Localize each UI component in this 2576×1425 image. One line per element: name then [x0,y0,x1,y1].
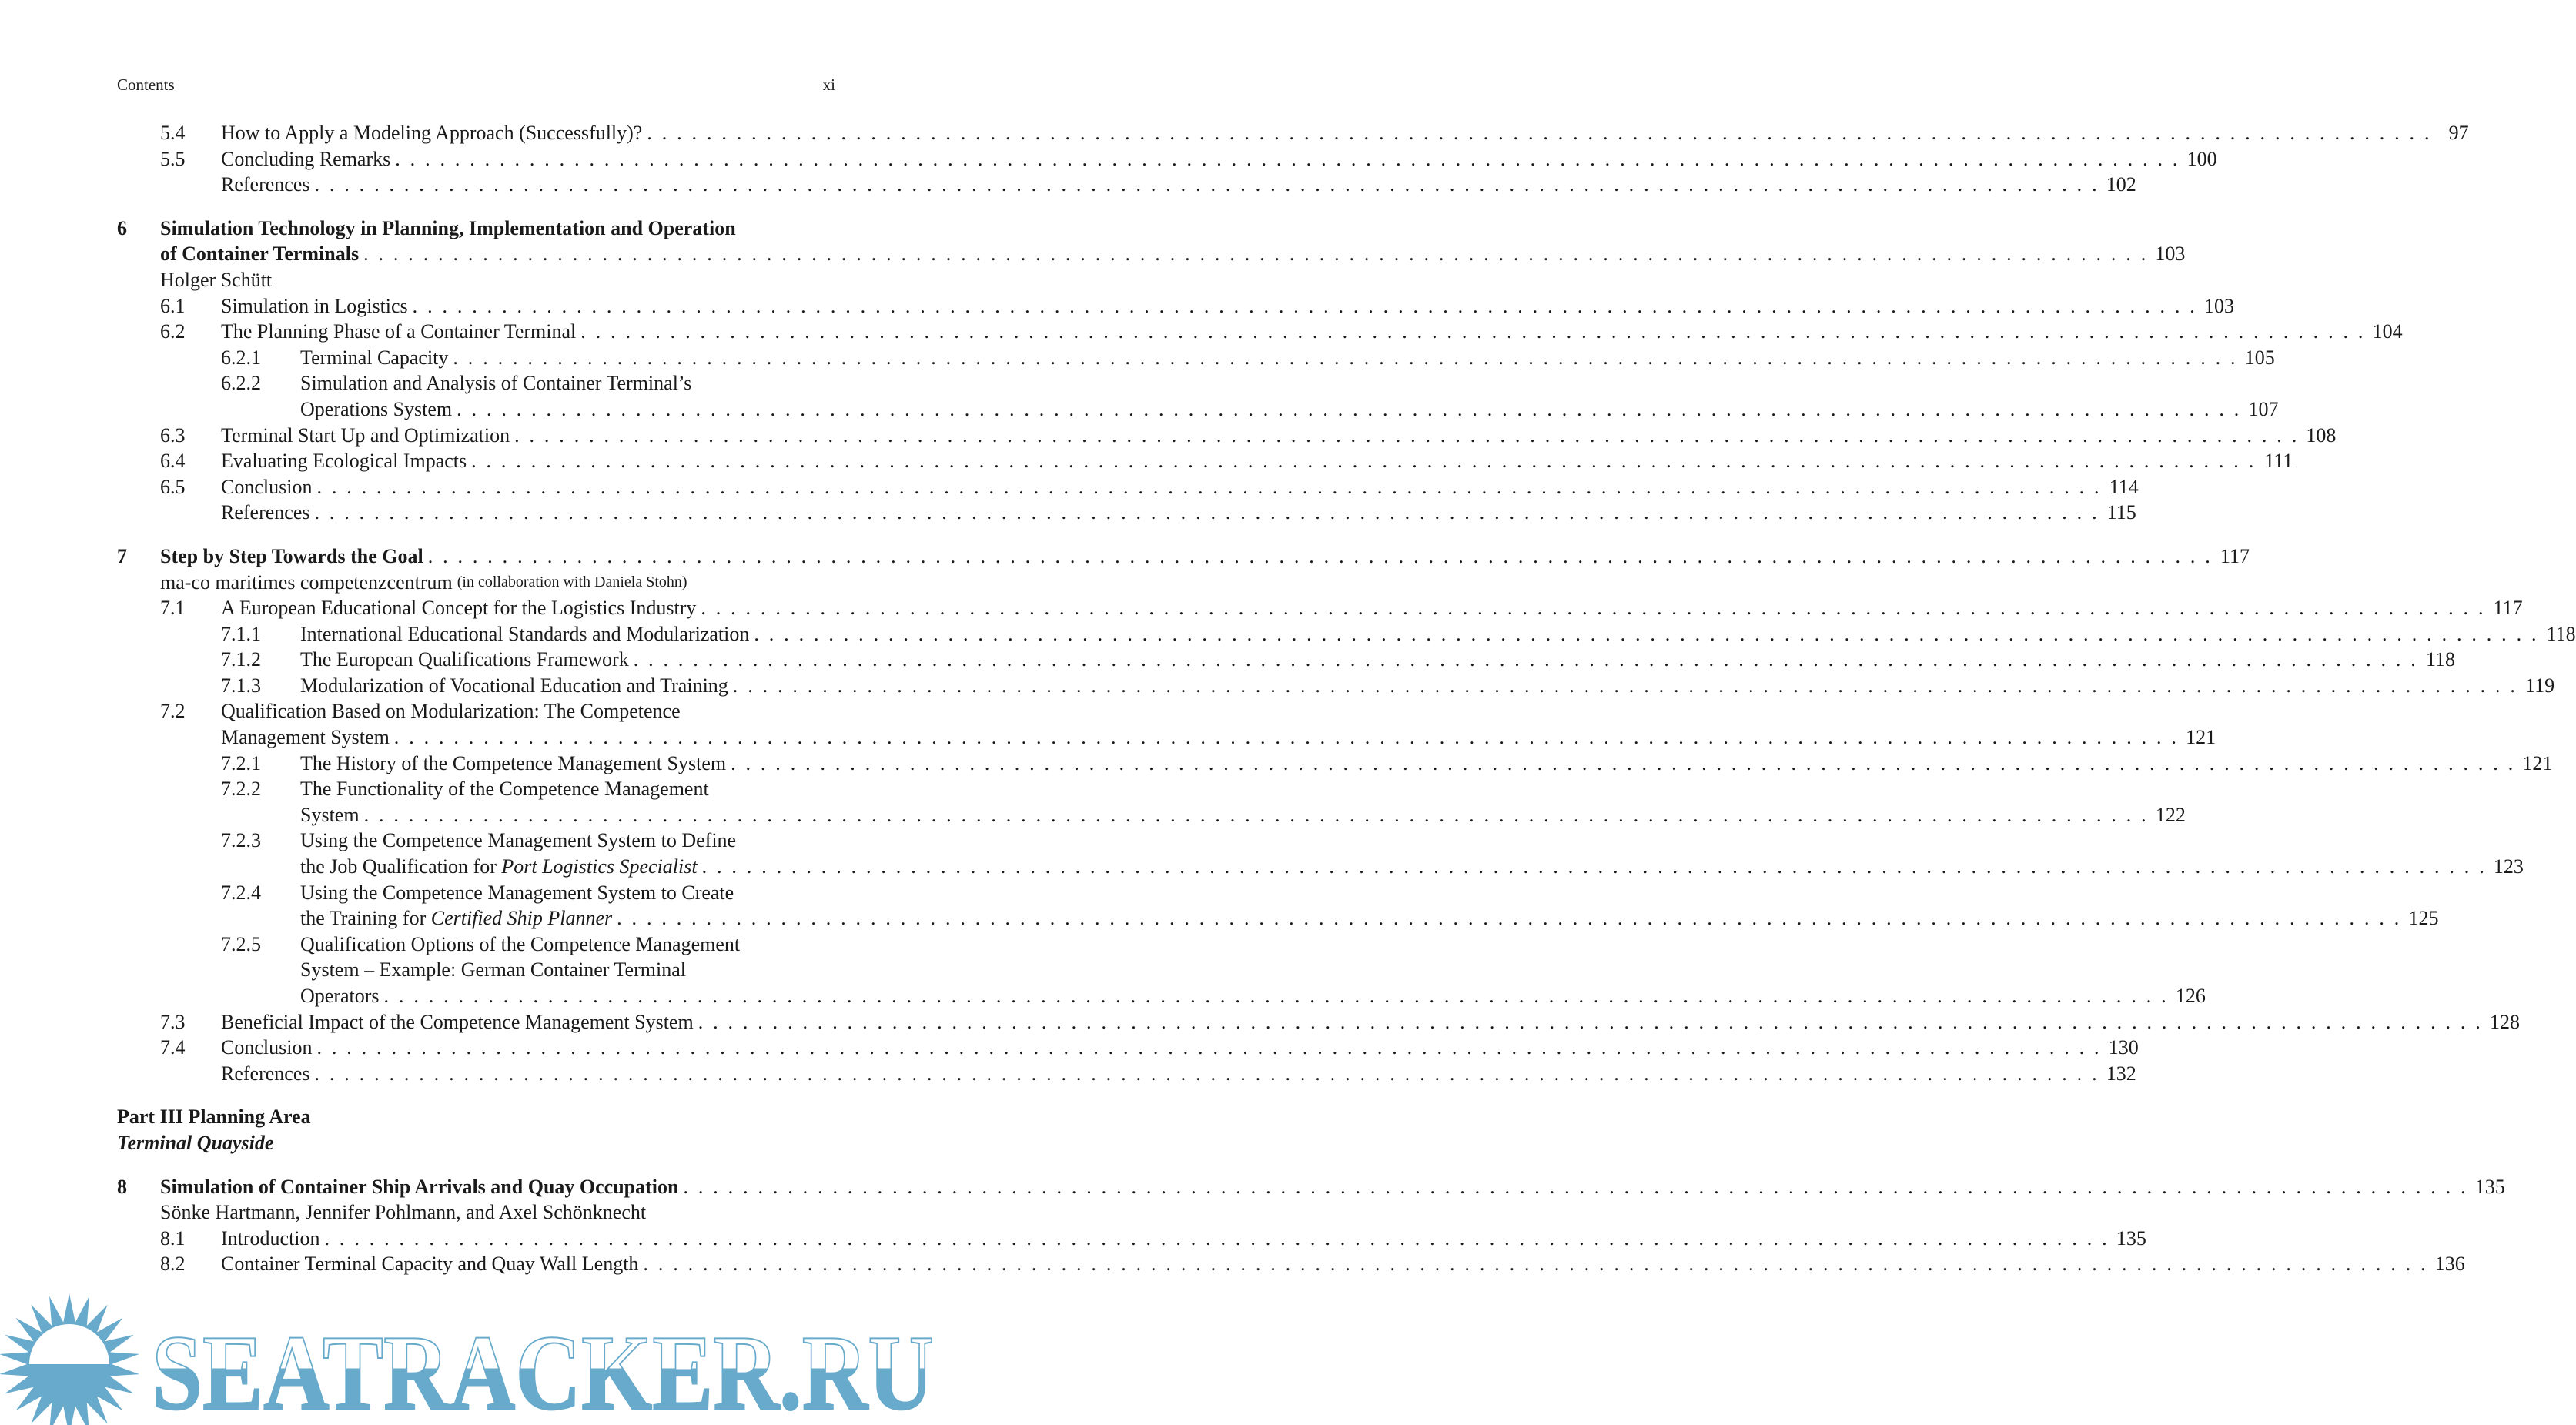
entry-title [300,905,2439,932]
entry-title [300,647,2456,673]
entry-title-text: Simulation and Analysis of Container Terminal’s [300,372,692,395]
entry-title [300,802,2186,828]
dot-leader: . . . . . . . . . . . . . . . . . . . . . . . . . . . . . . . . . . . . . . . . . . . . . . . . . . . . . . . . . . . . . . . . . . . . . . . . . . . . . . . . . . . . . . . . . . . . . . . . . . . . . . . . . . . . . . . . . . . . . . . . [316,1036,2102,1059]
entry-title-text: Container Terminal Capacity and Quay Wall Length [221,1253,639,1276]
section-number: 7 [117,544,127,567]
entry-title-text: The Planning Phase of a Container Terminal [221,320,577,343]
dot-leader: . . . . . . . . . . . . . . . . . . . . . . . . . . . . . . . . . . . . . . . . . . . . . . . . . . . . . . . . . . . . . . . . . . . . . . . . . . . . . . . . . . . . . . . . . . . . . . . . . . . . . . . . . . . . . . . . . . . . . . . . [427,544,2213,567]
dot-leader: . . . . . . . . . . . . . . . . . . . . . . . . . . . . . . . . . . . . . . . . . . . . . . . . . . . . . . . . . . . . . . . . . . . . . . . . . . . . . . . . . . . . . . . . . . . . . . . . . . . . . . . . . . . . . . . . . . . . . . . . [395,147,2180,170]
entry-title-text: Terminal Start Up and Optimization [221,423,510,447]
section-number: 7.2.4 [221,881,261,904]
entry-title [160,1199,835,1226]
page-ref: 126 [2175,985,2206,1007]
section-number: 7.2 [160,700,186,723]
entry-title [221,724,2216,751]
dot-leader: . . . . . . . . . . . . . . . . . . . . . . . . . . . . . . . . . . . . . . . . . . . . . . . . . . . . . . . . . . . . . . . . . . . . . . . . . . . . . . . . . . . . . . . . . . . . . . . . . . . . . . . . . . . . . . . . . . . . . . . . [701,855,2487,878]
toc-section [117,1174,2505,1277]
page-ref: 132 [2106,1062,2136,1085]
entry-title [221,172,2136,198]
toc-entry[interactable] [117,1009,2520,1035]
entry-title-text: Terminal Capacity [300,346,449,369]
entry-title-text: Management System [221,726,390,749]
toc-entry[interactable] [117,621,2576,647]
entry-title [300,776,835,802]
entry-title-text: the Training for Certified Ship Planner [300,907,613,930]
entry-title-text: International Educational Standards and Modularization [300,622,750,645]
emphasis: Certified Ship Planner [430,907,613,930]
section-number: 7.3 [160,1010,186,1033]
table-of-contents [117,120,2576,1277]
toc-entry[interactable] [117,932,835,958]
entry-title-text: The European Qualifications Framework [300,648,629,671]
page-ref: 135 [2116,1226,2146,1249]
part-heading [117,1104,835,1130]
dot-leader: . . . . . . . . . . . . . . . . . . . . . . . . . . . . . . . . . . . . . . . . . . . . . . . . . . . . . . . . . . . . . . . . . . . . . . . . . . . . . . . . . . . . . . . . . . . . . . . . . . . . . . . . . . . . . . . . . . . . . . . . [617,907,2402,930]
page-ref: 122 [2155,803,2186,826]
page-ref: 115 [2106,501,2136,524]
page-ref: 119 [2525,674,2555,697]
toc-entry[interactable] [117,957,835,983]
dot-leader: . . . . . . . . . . . . . . . . . . . . . . . . . . . . . . . . . . . . . . . . . . . . . . . . . . . . . . . . . . . . . . . . . . . . . . . . . . . . . . . . . . . . . . . . . . . . . . . . . . . . . . . . . . . . . . . . . . . . . . . . [633,648,2419,671]
section-number: 6 [117,216,127,239]
chapter-authors [117,1199,835,1226]
entry-title-text: References [221,501,310,524]
entry-title-text: Introduction [221,1226,320,1249]
toc-entry[interactable] [117,146,2217,172]
dot-leader: . . . . . . . . . . . . . . . . . . . . . . . . . . . . . . . . . . . . . . . . . . . . . . . . . . . . . . . . . . . . . . . . . . . . . . . . . . . . . . . . . . . . . . . . . . . . . . . . . . . . . . . . . . . . . . . . . . . . . . . . [647,122,2432,144]
entry-title-text: Concluding Remarks [221,147,391,170]
page-ref: 118 [2425,648,2456,671]
page-ref: 107 [2248,397,2279,420]
page-ref: 97 [2448,122,2469,144]
section-number: 7.1 [160,597,186,620]
dot-leader: . . . . . . . . . . . . . . . . . . . . . . . . . . . . . . . . . . . . . . . . . . . . . . . . . . . . . . . . . . . . . . . . . . . . . . . . . . . . . . . . . . . . . . . . . . . . . . . . . . . . . . . . . . . . . . . . . . . . . . . . [471,450,2257,473]
entry-title [300,673,2555,699]
toc-entry[interactable] [117,1174,2505,1200]
entry-title [160,544,2250,570]
section-number: 5.4 [160,122,186,144]
page-ref: 100 [2186,147,2217,170]
dot-leader: . . . . . . . . . . . . . . . . . . . . . . . . . . . . . . . . . . . . . . . . . . . . . . . . . . . . . . . . . . . . . . . . . . . . . . . . . . . . . . . . . . . . . . . . . . . . . . . . . . . . . . . . . . . . . . . . . . . . . . . . [316,475,2102,498]
toc-entry[interactable] [117,396,2279,423]
section-number: 7.1.3 [221,674,261,697]
toc-section [117,120,2469,198]
section-number: 6.3 [160,423,186,447]
entry-title [221,1251,2465,1277]
dot-leader: . . . . . . . . . . . . . . . . . . . . . . . . . . . . . . . . . . . . . . . . . . . . . . . . . . . . . . . . . . . . . . . . . . . . . . . . . . . . . . . . . . . . . . . . . . . . . . . . . . . . . . . . . . . . . . . . . . . . . . . . [383,985,2169,1007]
entry-title [300,828,835,854]
entry-title [300,932,835,958]
section-number: 6.2.1 [221,346,261,369]
entry-title [160,267,835,293]
entry-title [221,423,2337,449]
chapter-authors [117,570,835,596]
toc-entry[interactable] [117,905,2439,932]
toc-entry[interactable] [117,880,835,906]
author-note: (in collaboration with Daniela Stohn) [457,573,687,590]
dot-leader: . . . . . . . . . . . . . . . . . . . . . . . . . . . . . . . . . . . . . . . . . . . . . . . . . . . . . . . . . . . . . . . . . . . . . . . . . . . . . . . . . . . . . . . . . . . . . . . . . . . . . . . . . . . . . . . . . . . . . . . . [683,1175,2468,1198]
toc-entry[interactable] [117,983,2206,1009]
dot-leader: . . . . . . . . . . . . . . . . . . . . . . . . . . . . . . . . . . . . . . . . . . . . . . . . . . . . . . . . . . . . . . . . . . . . . . . . . . . . . . . . . . . . . . . . . . . . . . . . . . . . . . . . . . . . . . . . . . . . . . . . [314,173,2099,196]
entry-title [160,241,2186,267]
dot-leader: . . . . . . . . . . . . . . . . . . . . . . . . . . . . . . . . . . . . . . . . . . . . . . . . . . . . . . . . . . . . . . . . . . . . . . . . . . . . . . . . . . . . . . . . . . . . . . . . . . . . . . . . . . . . . . . . . . . . . . . . [363,243,2149,266]
entry-title [300,751,2553,777]
dot-leader: . . . . . . . . . . . . . . . . . . . . . . . . . . . . . . . . . . . . . . . . . . . . . . . . . . . . . . . . . . . . . . . . . . . . . . . . . . . . . . . . . . . . . . . . . . . . . . . . . . . . . . . . . . . . . . . . . . . . . . . . [643,1253,2428,1276]
page-ref: 103 [2203,294,2234,317]
toc-entry[interactable] [117,1226,2146,1252]
section-number: 6.4 [160,450,186,473]
toc-entry[interactable] [117,474,2139,500]
page-ref: 128 [2490,1010,2520,1033]
section-number: 6.1 [160,294,186,317]
toc-entry[interactable] [117,673,2555,699]
entry-title-text: Step by Step Towards the Goal [160,544,423,567]
toc-entry[interactable] [117,802,2186,828]
page-ref: 104 [2372,320,2403,343]
toc-entry[interactable] [117,319,2403,345]
running-header-title: Contents [117,75,175,94]
toc-entry[interactable] [117,595,2523,621]
page-number: xi [822,75,835,94]
entry-title [221,474,2139,500]
toc-entry[interactable] [117,423,2337,449]
page-ref: 130 [2108,1036,2139,1059]
entry-title [160,570,835,596]
toc-entry[interactable] [117,241,2186,267]
dot-leader: . . . . . . . . . . . . . . . . . . . . . . . . . . . . . . . . . . . . . . . . . . . . . . . . . . . . . . . . . . . . . . . . . . . . . . . . . . . . . . . . . . . . . . . . . . . . . . . . . . . . . . . . . . . . . . . . . . . . . . . . [698,1010,2483,1033]
toc-section [117,1104,835,1156]
toc-entry[interactable] [117,370,835,396]
entry-title-text: ma-co maritimes competenzcentrum [160,570,453,594]
toc-section [117,216,2403,526]
section-number: 6.2 [160,320,186,343]
section-number: 8 [117,1175,127,1198]
toc-entry[interactable] [117,724,2216,751]
toc-entry[interactable] [117,345,2275,371]
toc-entry[interactable] [117,544,2250,570]
entry-title-text: Simulation in Logistics [221,294,408,317]
entry-title-text: Conclusion [221,1036,313,1059]
page-ref: 121 [2186,726,2216,749]
entry-title-text: How to Apply a Modeling Approach (Successfully)? [221,122,643,144]
section-number: 7.2.2 [221,778,261,801]
entry-title-text: System [300,803,360,826]
entry-title-text: the Job Qualification for Port Logistics Specialist [300,855,698,878]
dot-leader: . . . . . . . . . . . . . . . . . . . . . . . . . . . . . . . . . . . . . . . . . . . . . . . . . . . . . . . . . . . . . . . . . . . . . . . . . . . . . . . . . . . . . . . . . . . . . . . . . . . . . . . . . . . . . . . . . . . . . . . . [732,674,2518,697]
page-ref: 136 [2434,1253,2465,1276]
entry-title [221,293,2234,319]
entry-title [300,621,2576,647]
entry-title [221,500,2136,526]
toc-entry[interactable] [117,293,2234,319]
entry-title [117,1130,835,1156]
section-number: 7.1.2 [221,648,261,671]
sun-icon [0,1293,139,1425]
toc-entry[interactable] [117,776,835,802]
section-number: 7.2.1 [221,751,261,774]
section-number: 6.5 [160,475,186,498]
entry-title [300,983,2206,1009]
dot-leader: . . . . . . . . . . . . . . . . . . . . . . . . . . . . . . . . . . . . . . . . . . . . . . . . . . . . . . . . . . . . . . . . . . . . . . . . . . . . . . . . . . . . . . . . . . . . . . . . . . . . . . . . . . . . . . . . . . . . . . . . [580,320,2366,343]
page-ref: 108 [2306,423,2337,447]
part-heading [117,1130,835,1156]
emphasis: Port Logistics Specialist [501,855,698,878]
toc-entry[interactable] [117,500,2136,526]
entry-title-text: References [221,1062,310,1085]
entry-title [221,1226,2146,1252]
section-number: 6.2.2 [221,372,261,395]
entry-title [300,396,2279,423]
dot-leader: . . . . . . . . . . . . . . . . . . . . . . . . . . . . . . . . . . . . . . . . . . . . . . . . . . . . . . . . . . . . . . . . . . . . . . . . . . . . . . . . . . . . . . . . . . . . . . . . . . . . . . . . . . . . . . . . . . . . . . . . [457,397,2242,420]
page-ref: 125 [2408,907,2439,930]
dot-leader: . . . . . . . . . . . . . . . . . . . . . . . . . . . . . . . . . . . . . . . . . . . . . . . . . . . . . . . . . . . . . . . . . . . . . . . . . . . . . . . . . . . . . . . . . . . . . . . . . . . . . . . . . . . . . . . . . . . . . . . . [412,294,2197,317]
entry-title [300,880,835,906]
entry-title-text: Simulation Technology in Planning, Implementation and Operation [160,216,736,239]
entry-title [300,957,835,983]
page-ref: 123 [2493,855,2524,878]
entry-title-text: Operations System [300,397,453,420]
page-ref: 121 [2522,751,2553,774]
entry-title [221,319,2403,345]
page-ref: 117 [2493,597,2523,620]
entry-title-text: References [221,173,310,196]
toc-entry[interactable] [117,751,2553,777]
toc-entry[interactable] [117,216,835,242]
seatracker-watermark-logo [0,1301,940,1425]
entry-title [221,595,2523,621]
toc-entry[interactable] [117,1251,2465,1277]
dot-leader: . . . . . . . . . . . . . . . . . . . . . . . . . . . . . . . . . . . . . . . . . . . . . . . . . . . . . . . . . . . . . . . . . . . . . . . . . . . . . . . . . . . . . . . . . . . . . . . . . . . . . . . . . . . . . . . . . . . . . . . . [363,803,2149,826]
toc-entry[interactable] [117,828,835,854]
entry-title-text: The Functionality of the Competence Management [300,778,709,801]
entry-title-text: System – Example: German Container Terminal [300,958,686,982]
entry-title-text: Evaluating Ecological Impacts [221,450,467,473]
toc-entry[interactable] [117,698,835,724]
watermark-text: SEATRACKER.RU [152,1313,934,1425]
toc-entry[interactable] [117,647,2456,673]
chapter-authors [117,267,835,293]
section-number: 7.2.3 [221,829,261,852]
dot-leader: . . . . . . . . . . . . . . . . . . . . . . . . . . . . . . . . . . . . . . . . . . . . . . . . . . . . . . . . . . . . . . . . . . . . . . . . . . . . . . . . . . . . . . . . . . . . . . . . . . . . . . . . . . . . . . . . . . . . . . . . [314,1062,2099,1085]
toc-entry[interactable] [117,1035,2139,1061]
toc-entry[interactable] [117,172,2136,198]
section-number: 7.4 [160,1036,186,1059]
toc-entry[interactable] [117,120,2469,146]
running-header [117,75,835,95]
entry-title [300,370,835,396]
entry-title-text: Beneficial Impact of the Competence Management System [221,1010,694,1033]
page-ref: 102 [2106,173,2136,196]
entry-title-text: Terminal Quayside [117,1131,274,1154]
dot-leader: . . . . . . . . . . . . . . . . . . . . . . . . . . . . . . . . . . . . . . . . . . . . . . . . . . . . . . . . . . . . . . . . . . . . . . . . . . . . . . . . . . . . . . . . . . . . . . . . . . . . . . . . . . . . . . . . . . . . . . . . [393,726,2180,749]
entry-title-text: The History of the Competence Management System [300,751,727,774]
entry-title-text: Qualification Based on Modularization: The Competence [221,700,681,723]
page-ref: 103 [2155,243,2186,266]
dot-leader: . . . . . . . . . . . . . . . . . . . . . . . . . . . . . . . . . . . . . . . . . . . . . . . . . . . . . . . . . . . . . . . . . . . . . . . . . . . . . . . . . . . . . . . . . . . . . . . . . . . . . . . . . . . . . . . . . . . . . . . . [514,423,2300,447]
entry-title [300,345,2275,371]
entry-title [221,1035,2139,1061]
entry-title-text: Using the Competence Management System to Define [300,829,737,852]
toc-entry[interactable] [117,448,2293,474]
entry-title [221,120,2469,146]
entry-title [300,854,2524,880]
entry-title [160,1174,2505,1200]
entry-title-text: Simulation of Container Ship Arrivals and Quay Occupation [160,1175,679,1198]
dot-leader: . . . . . . . . . . . . . . . . . . . . . . . . . . . . . . . . . . . . . . . . . . . . . . . . . . . . . . . . . . . . . . . . . . . . . . . . . . . . . . . . . . . . . . . . . . . . . . . . . . . . . . . . . . . . . . . . . . . . . . . . [754,622,2539,645]
entry-title-text: A European Educational Concept for the Logistics Industry [221,597,697,620]
section-number: 8.2 [160,1253,186,1276]
dot-leader: . . . . . . . . . . . . . . . . . . . . . . . . . . . . . . . . . . . . . . . . . . . . . . . . . . . . . . . . . . . . . . . . . . . . . . . . . . . . . . . . . . . . . . . . . . . . . . . . . . . . . . . . . . . . . . . . . . . . . . . . [453,346,2238,369]
page-ref: 114 [2109,475,2139,498]
toc-entry[interactable] [117,854,2524,880]
entry-title-text: Qualification Options of the Competence Management [300,932,741,955]
entry-title-text: Part III Planning Area [117,1106,311,1129]
entry-title [221,1061,2136,1087]
dot-leader: . . . . . . . . . . . . . . . . . . . . . . . . . . . . . . . . . . . . . . . . . . . . . . . . . . . . . . . . . . . . . . . . . . . . . . . . . . . . . . . . . . . . . . . . . . . . . . . . . . . . . . . . . . . . . . . . . . . . . . . . [701,597,2486,620]
entry-title [117,1104,835,1130]
dot-leader: . . . . . . . . . . . . . . . . . . . . . . . . . . . . . . . . . . . . . . . . . . . . . . . . . . . . . . . . . . . . . . . . . . . . . . . . . . . . . . . . . . . . . . . . . . . . . . . . . . . . . . . . . . . . . . . . . . . . . . . . [324,1226,2109,1249]
section-number: 5.5 [160,147,186,170]
entry-title-text: Operators [300,985,380,1007]
entry-title-text: Conclusion [221,475,313,498]
entry-title [221,698,835,724]
entry-title [221,146,2217,172]
entry-title-text: of Container Terminals [160,243,360,266]
dot-leader: . . . . . . . . . . . . . . . . . . . . . . . . . . . . . . . . . . . . . . . . . . . . . . . . . . . . . . . . . . . . . . . . . . . . . . . . . . . . . . . . . . . . . . . . . . . . . . . . . . . . . . . . . . . . . . . . . . . . . . . . [314,501,2099,524]
entry-title [221,448,2293,474]
entry-title [160,216,835,242]
entry-title-text: Holger Schütt [160,268,273,291]
toc-section [117,544,2576,1086]
entry-title [221,1009,2520,1035]
toc-entry[interactable] [117,1061,2136,1087]
section-number: 7.1.1 [221,622,261,645]
page-ref: 118 [2546,622,2576,645]
section-number: 7.2.5 [221,932,261,955]
page-ref: 117 [2220,544,2250,567]
entry-title-text: Using the Competence Management System to Create [300,881,734,904]
page-ref: 135 [2474,1175,2505,1198]
dot-leader: . . . . . . . . . . . . . . . . . . . . . . . . . . . . . . . . . . . . . . . . . . . . . . . . . . . . . . . . . . . . . . . . . . . . . . . . . . . . . . . . . . . . . . . . . . . . . . . . . . . . . . . . . . . . . . . . . . . . . . . . [731,751,2516,774]
entry-title-text: Sönke Hartmann, Jennifer Pohlmann, and Axel Schönknecht [160,1201,647,1224]
section-number: 8.1 [160,1226,186,1249]
entry-title-text: Modularization of Vocational Education and Training [300,674,728,697]
page-ref: 105 [2244,346,2275,369]
page-ref: 111 [2264,450,2293,473]
